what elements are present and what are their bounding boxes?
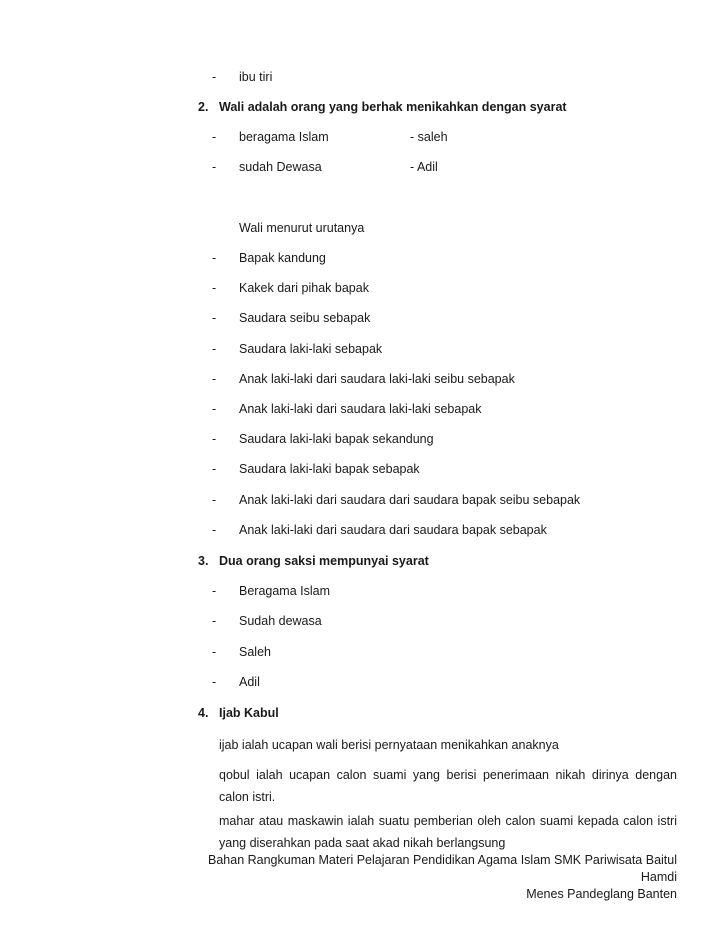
list-dash: - bbox=[212, 462, 217, 477]
list-dash: - bbox=[212, 311, 217, 326]
list-dash: - bbox=[212, 402, 217, 416]
list-item: Kakek dari pihak bapak bbox=[239, 281, 369, 296]
list-dash: - bbox=[212, 160, 217, 174]
list-item: Beragama Islam bbox=[239, 584, 331, 598]
list-dash: - bbox=[212, 251, 217, 265]
footer-line: Menes Pandeglang Banten bbox=[526, 887, 677, 901]
list-item: ibu tiri bbox=[239, 70, 273, 84]
section-heading: Wali adalah orang yang berhak menikahkan dengan syarat bbox=[219, 100, 567, 114]
footer-line: Bahan Rangkuman Materi Pelajaran Pendidikan Agama Islam SMK Pariwisata Baitul Hamdi bbox=[208, 853, 677, 884]
list-dash: - bbox=[212, 432, 217, 447]
subheading: Wali menurut urutanya bbox=[239, 221, 365, 235]
list-dash: - bbox=[212, 492, 217, 507]
list-item: Saudara laki-laki bapak sekandung bbox=[239, 432, 434, 447]
list-item: beragama Islam bbox=[239, 130, 329, 144]
list-dash: - bbox=[212, 281, 217, 296]
section-heading: Dua orang saksi mempunyai syarat bbox=[219, 554, 429, 568]
section-number: 2. bbox=[198, 100, 209, 114]
list-item: - saleh bbox=[410, 130, 448, 144]
list-dash: - bbox=[212, 522, 217, 537]
list-item: Anak laki-laki dari saudara laki-laki seibu sebapak bbox=[239, 371, 515, 386]
list-item: Sudah dewasa bbox=[239, 614, 322, 629]
paragraph: ijab ialah ucapan wali berisi pernyataan menikahkan anaknya bbox=[219, 738, 559, 752]
list-dash: - bbox=[212, 371, 217, 386]
list-item: Saudara laki-laki bapak sebapak bbox=[239, 462, 420, 477]
list-item: sudah Dewasa bbox=[239, 160, 322, 174]
list-dash: - bbox=[212, 674, 217, 689]
list-dash: - bbox=[212, 70, 217, 84]
section-number: 4. bbox=[198, 706, 209, 720]
list-item: Saudara laki-laki sebapak bbox=[239, 341, 383, 356]
list-item: Bapak kandung bbox=[239, 251, 326, 265]
list-item: Saudara seibu sebapak bbox=[239, 311, 371, 326]
page-footer bbox=[198, 852, 677, 903]
paragraph: mahar atau maskawin ialah suatu pemberian oleh calon suami kepada calon istri yang diserahkan pada saat akad nikah berlangsung bbox=[219, 814, 677, 850]
list-item: Saleh bbox=[239, 644, 271, 659]
section-heading: Ijab Kabul bbox=[219, 706, 279, 720]
list-dash: - bbox=[212, 614, 217, 629]
section-number: 3. bbox=[198, 554, 209, 568]
list-item: - Adil bbox=[410, 160, 438, 174]
paragraph: qobul ialah ucapan calon suami yang berisi penerimaan nikah dirinya dengan calon istri. bbox=[219, 768, 677, 804]
list-item: Anak laki-laki dari saudara dari saudara bapak sebapak bbox=[239, 522, 547, 537]
list-dash: - bbox=[212, 644, 217, 659]
list-item: Anak laki-laki dari saudara laki-laki sebapak bbox=[239, 402, 482, 416]
list-item: Adil bbox=[239, 674, 260, 689]
list-dash: - bbox=[212, 341, 217, 356]
list-item: Anak laki-laki dari saudara dari saudara bapak seibu sebapak bbox=[239, 492, 581, 507]
list-dash: - bbox=[212, 130, 217, 144]
list-dash: - bbox=[212, 584, 217, 598]
